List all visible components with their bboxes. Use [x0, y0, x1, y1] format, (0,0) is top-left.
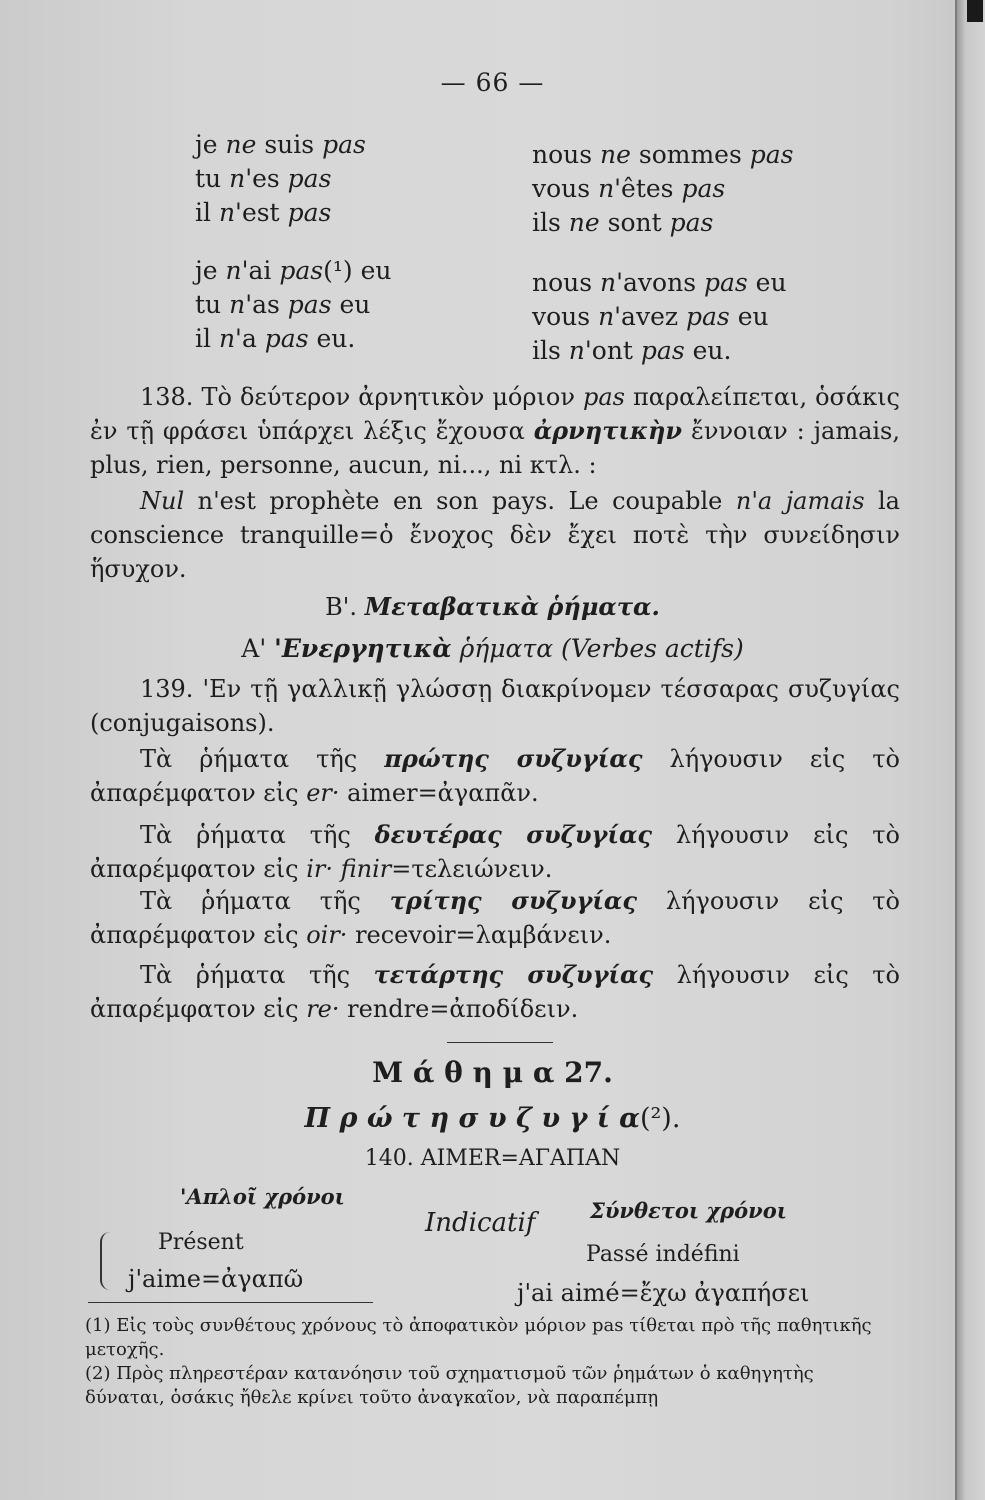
- fourth-conjugation: Τὰ ῥήματα τῆς τετάρτης συζυγίας λήγουσιν εἰς τὸ ἀπαρέμφατον εἰς re· rendre=ἀποδίδειν.: [90, 960, 900, 1023]
- conjugation-title: Π ρ ώ τ η σ υ ζ υ γ ί α(²).: [304, 1103, 681, 1134]
- conj-line: il n'est pas: [195, 198, 332, 227]
- present-form: j'aime=ἀγαπῶ: [128, 1265, 304, 1293]
- conj-line: je ne suis pas: [195, 130, 366, 159]
- passe-indefini-label: Passé indéfini: [586, 1242, 740, 1267]
- conj-block-right-2: [532, 266, 787, 368]
- conj-line: tu n'as pas eu: [195, 290, 371, 319]
- second-conjugation: Τὰ ῥήματα τῆς δευτέρας συζυγίας λήγουσιν εἰς τὸ ἀπαρέμφατον εἰς ir· finir=τελειώνειν.: [90, 820, 900, 883]
- compound-tenses-heading: Σύνθετοι χρόνοι: [590, 1198, 787, 1223]
- conj-line: il n'a pas eu.: [195, 324, 356, 353]
- simple-tenses-heading: 'Απλοῖ χρόνοι: [180, 1184, 345, 1209]
- first-conjugation: Τὰ ῥήματα τῆς πρώτης συζυγίας λήγουσιν εἰς τὸ ἀπαρέμφατον εἰς er· aimer=ἀγαπᾶν.: [90, 744, 900, 807]
- conj-line: ils ne sont pas: [532, 208, 714, 237]
- heading-transitive-verbs: Β'. Μεταβατικὰ ῥήματα.: [325, 592, 660, 621]
- passe-indefini-form: j'ai aimé=ἔχω ἀγαπήσει: [517, 1279, 810, 1307]
- section-divider: [447, 1042, 553, 1043]
- conj-block-left-1: [195, 128, 366, 230]
- indicatif-heading: Indicatif: [425, 1208, 536, 1238]
- corner-mark: [967, 0, 983, 22]
- conj-line: tu n'es pas: [195, 164, 332, 193]
- lesson-title: Μ ά θ η μ α 27.: [372, 1056, 613, 1089]
- third-conjugation: Τὰ ῥήματα τῆς τρίτης συζυγίας λήγουσιν εἰς τὸ ἀπαρέμφατον εἰς oir· recevoir=λαμβάνειν.: [90, 886, 900, 949]
- paragraph-139: 139. 'Εν τῇ γαλλικῇ γλώσσῃ διακρίνομεν τέσσαρας συζυγίας (conjugaisons).: [90, 675, 900, 737]
- paragraph-138: 138. Τὸ δεύτερον ἀρνητικὸν μόριον pas παραλείπεται, ὁσάκις ἐν τῇ φράσει ὑπάρχει λέξις ἔχουσα ἀρνητικὴν ἔννοιαν : jamais, plus, rien, personne, aucun, ni..., ni κτλ. :: [90, 383, 901, 479]
- conj-line: nous ne sommes pas: [532, 140, 794, 169]
- next-page-edge: [955, 0, 985, 1500]
- conj-line: ils n'ont pas eu.: [532, 336, 732, 365]
- footnote-1: (1) Εἰς τοὺς συνθέτους χρόνους τὸ ἀποφατικὸν μόριον pas τίθεται πρὸ τῆς παθητικῆς μετοχῆς.: [85, 1315, 872, 1360]
- conj-block-left-2: [195, 254, 391, 356]
- brace-mark: [100, 1232, 114, 1290]
- heading-active-verbs: Α' 'Ενεργητικὰ ῥήματα (Verbes actifs): [241, 634, 744, 663]
- footnote-2: (2) Πρὸς πληρεστέραν κατανόησιν τοῦ σχηματισμοῦ τῶν ῥημάτων ὁ καθηγητὴς δύναται, ὁσάκις ἤθελε κρίνει τοῦτο ἀναγκαῖον, νὰ παραπέμπῃ: [85, 1363, 814, 1408]
- footnote-rule: [88, 1302, 373, 1303]
- present-label: Présent: [158, 1230, 244, 1255]
- paragraph-140: 140. AIMER=ΑΓΑΠΑΝ: [364, 1146, 621, 1171]
- conj-line: je n'ai pas(¹) eu: [195, 256, 392, 285]
- conj-block-right-1: [532, 138, 794, 240]
- conj-line: nous n'avons pas eu: [532, 268, 787, 297]
- conj-line: vous n'êtes pas: [532, 174, 726, 203]
- example-sentence: Nul n'est prophète en son pays. Le coupable n'a jamais la conscience tranquille=ὁ ἔνοχος δὲν ἔχει ποτὲ τὴν συνείδησιν ἥσυχον.: [90, 487, 900, 583]
- conj-line: vous n'avez pas eu: [532, 302, 769, 331]
- page-number: — 66 —: [440, 68, 545, 97]
